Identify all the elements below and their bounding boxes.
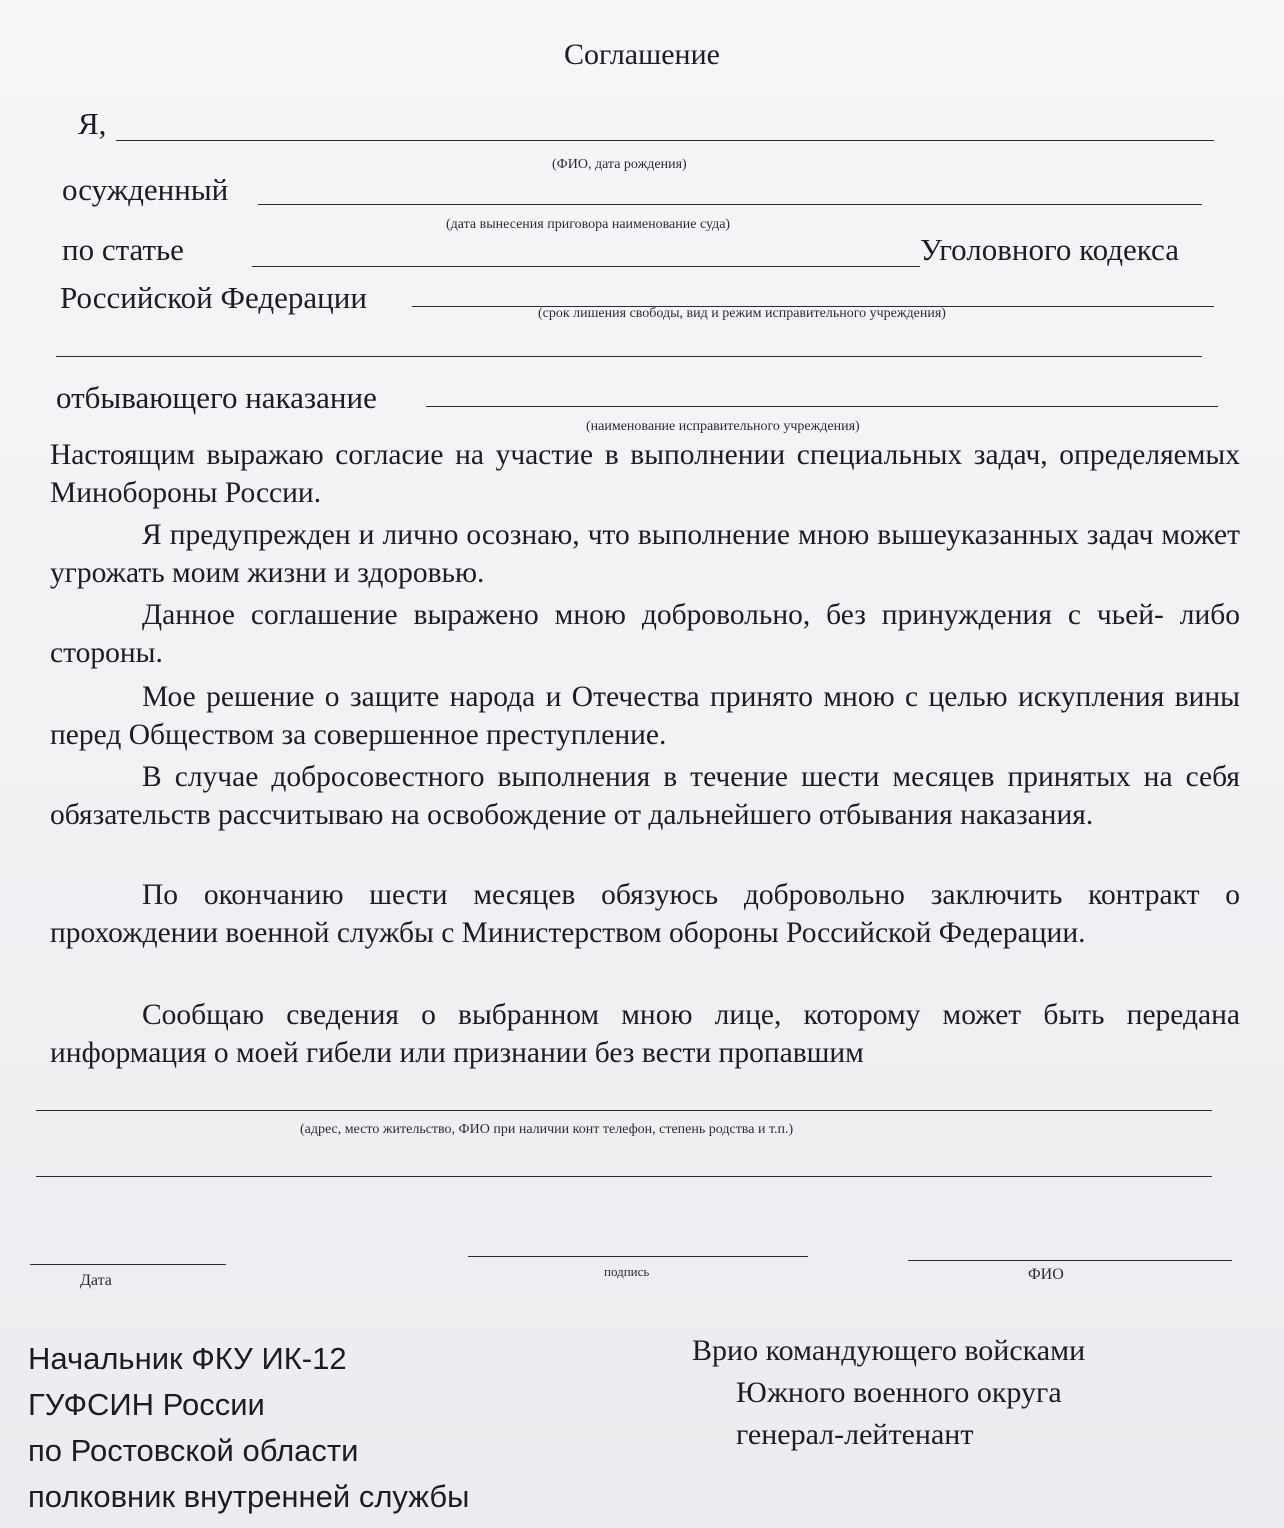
paragraph-warning: Я предупрежден и лично осознаю, что выполнение мною вышеуказанных задач может угрожать моим жизни и здоровью. (50, 519, 1240, 589)
date-line[interactable] (30, 1264, 226, 1265)
paragraph-decision: Мое решение о защите народа и Отечества принято мною с целью искупления вины перед Обществом за совершенное преступление. (50, 681, 1240, 751)
verdict-court-caption: (дата вынесения приговора наименование суда) (446, 217, 731, 232)
contact-line-1[interactable] (36, 1110, 1212, 1111)
signatory-right-line-2: Южного военного округа (736, 1376, 1062, 1409)
paragraph-voluntary: Данное соглашение выражено мною добровольно, без принуждения с чьей- либо стороны. (50, 599, 1240, 669)
name-birthdate-line[interactable] (116, 140, 1214, 141)
signatory-right-line-1: Врио командующего войсками (692, 1334, 1086, 1367)
institution-caption: (наименование исправительного учреждения) (586, 419, 860, 434)
paragraph-contract: По окончанию шести месяцев обязуюсь добровольно заключить контракт о прохождении военной службы с Министерством обороны Российской Федерации. (50, 879, 1240, 949)
signatory-right-line-3: генерал-лейтенант (736, 1418, 974, 1451)
form-label-serving-sentence: отбывающего наказание (56, 380, 377, 415)
date-label: Дата (80, 1272, 112, 1289)
verdict-court-line[interactable] (258, 204, 1202, 205)
paragraph-consent: Настоящим выражаю согласие на участие в выполнении специальных задач, определяемых Минобороны России. (50, 439, 1240, 509)
contact-caption: (адрес, место жительство, ФИО при наличии конт телефон, степень родства и т.п.) (300, 1122, 794, 1137)
form-label-article: по статье (62, 232, 184, 267)
signature-label: подпись (604, 1264, 650, 1279)
article-line[interactable] (252, 266, 920, 267)
sentence-term-caption: (срок лишения свободы, вид и режим исправительного учреждения) (538, 306, 946, 321)
paragraph-contact-person: Сообщаю сведения о выбранном мною лице, которому может быть передана информация о моей гибели или признании без вести пропавшим (50, 999, 1240, 1069)
institution-line[interactable] (426, 406, 1218, 407)
signatory-left-line-1: Начальник ФКУ ИК-12 (28, 1341, 347, 1376)
continuation-line[interactable] (56, 356, 1202, 357)
fullname-label: ФИО (1028, 1266, 1064, 1283)
form-label-russian-federation: Российской Федерации (60, 280, 367, 315)
name-birthdate-caption: (ФИО, дата рождения) (552, 157, 687, 172)
signatory-left-line-2: ГУФСИН России (28, 1387, 265, 1422)
contact-line-2[interactable] (36, 1176, 1212, 1177)
document-title: Соглашение (564, 38, 720, 71)
signatory-military-district (692, 1330, 1085, 1456)
signature-line[interactable] (468, 1256, 808, 1257)
fullname-line[interactable] (908, 1260, 1232, 1261)
signatory-left-line-3: по Ростовской области (28, 1433, 359, 1468)
signatory-penal-colony (28, 1336, 469, 1520)
signatory-left-line-4: полковник внутренней службы (28, 1479, 470, 1514)
form-label-convicted: осужденный (62, 172, 229, 207)
form-label-i: Я, (78, 106, 107, 141)
paragraph-release: В случае добросовестного выполнения в течение шести месяцев принятых на себя обязательств рассчитываю на освобождение от дальнейшего отбывания наказания. (50, 761, 1240, 831)
criminal-code-label: Уголовного кодекса (920, 232, 1179, 267)
